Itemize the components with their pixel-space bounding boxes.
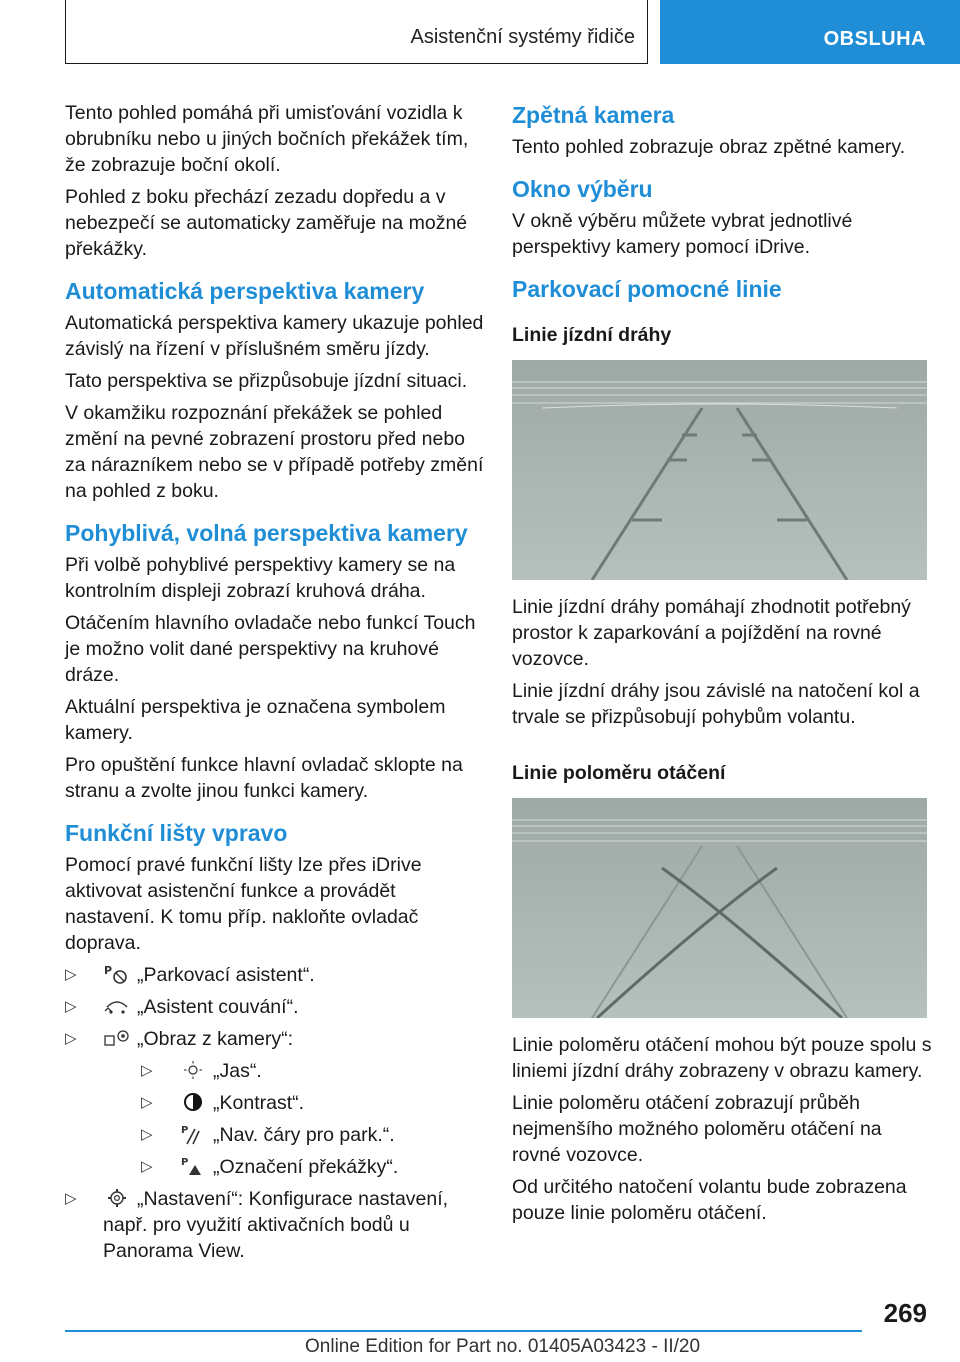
paragraph: Pohled z boku přechází zezadu dopředu a v nebezpečí se automaticky zaměřuje na možné překážky.: [65, 186, 468, 260]
brightness-icon: [179, 1059, 207, 1081]
paragraph: Automatická perspektiva kamery ukazuje pohled závislý na řízení v příslušném směru jízdy.: [65, 312, 484, 360]
gear-icon: [103, 1187, 131, 1209]
paragraph: Pomocí pravé funkční lišty lze přes iDrive aktivovat asistenční funkce a provádět nastavení. K tomu příp. nakloňte ovladač doprava.: [65, 854, 422, 954]
bullet: ▷: [141, 1062, 153, 1079]
heading-auto-perspective: Automatická perspektiva kamery: [65, 278, 425, 304]
turning-radius-image: [512, 798, 927, 1018]
bullet: ▷: [65, 1030, 77, 1047]
page-number: 269: [883, 1298, 927, 1328]
paragraph: Tato perspektiva se přizpůsobuje jízdní situaci.: [65, 370, 468, 392]
section-tab-label: OBSLUHA: [823, 28, 926, 50]
section-tab: [660, 0, 960, 64]
obstacle-marking-icon: [179, 1155, 207, 1177]
paragraph: Linie jízdní dráhy jsou závislé na natočení kol a trvale se přizpůsobují pohybům volantu.: [512, 680, 920, 728]
track-lines-image: [512, 360, 927, 580]
paragraph: Linie poloměru otáčení mohou být pouze spolu s liniemi jízdní dráhy zobrazeny v obrazu kamery.: [512, 1034, 932, 1082]
list-item: ▷ „Nastavení“: Konfigurace nastavení, např. pro využití aktivačních bodů u Panorama View.: [65, 1188, 449, 1262]
paragraph: Aktuální perspektiva je označena symbolem kamery.: [65, 696, 446, 744]
bullet: ▷: [65, 1190, 77, 1207]
header-box: [65, 0, 648, 64]
bullet: ▷: [141, 1158, 153, 1175]
list-item: ▷ P „Parkovací asistent“.: [65, 964, 315, 986]
bullet: ▷: [141, 1126, 153, 1143]
bullet: ▷: [141, 1094, 153, 1111]
subheading-turning-radius-lines: Linie poloměru otáčení: [512, 762, 726, 784]
list-item: ▷ P „Označení překážky“.: [141, 1156, 399, 1178]
paragraph: V okně výběru můžete vybrat jednotlivé perspektivy kamery pomocí iDrive.: [512, 210, 853, 258]
paragraph: V okamžiku rozpoznání překážek se pohled změní na pevné zobrazení prostoru před nebo za nárazníkem nebo se v případě potřeby změní na pohled z boku.: [65, 402, 484, 502]
paragraph: Při volbě pohyblivé perspektivy kamery se na kontrolním displeji zobrazí kruhová dráha.: [65, 554, 456, 602]
paragraph: Otáčením hlavního ovladače nebo funkcí Touch je možno volit dané perspektivy na kruhové dráze.: [65, 612, 476, 686]
heading-selection-window: Okno výběru: [512, 176, 653, 202]
camera-settings-icon: [103, 1027, 131, 1049]
right-column: [512, 100, 932, 1232]
heading-function-bars: Funkční lišty vpravo: [65, 820, 288, 846]
left-column: [65, 100, 485, 1270]
contrast-icon: [179, 1091, 207, 1113]
reverse-assist-icon: [103, 995, 131, 1017]
section-title: Asistenční systémy řidiče: [410, 26, 635, 48]
park-assist-icon: [103, 963, 131, 985]
list-item: ▷ „Kontrast“.: [141, 1092, 305, 1114]
list-item: ▷ P „Nav. čáry pro park.“.: [141, 1124, 395, 1146]
bullet: ▷: [65, 966, 77, 983]
paragraph: Tento pohled pomáhá při umisťování vozidla k obrubníku nebo u jiných bočních překážek tím, že zobrazuje boční okolí.: [65, 102, 469, 176]
list-item: ▷ „Jas“.: [141, 1060, 262, 1082]
heading-free-perspective: Pohyblivá, volná perspektiva kamery: [65, 520, 468, 546]
svg-text:P: P: [181, 1125, 189, 1136]
bullet: ▷: [65, 998, 77, 1015]
paragraph: Pro opuštění funkce hlavní ovladač sklopte na stranu a zvolte jinou funkci kamery.: [65, 754, 463, 802]
camera-sub-list: [103, 1058, 485, 1180]
subheading-track-lines: Linie jízdní dráhy: [512, 324, 672, 346]
footer-edition: Online Edition for Part no. 01405A03423 - II/20: [305, 1336, 701, 1357]
paragraph: Linie poloměru otáčení zobrazují průběh nejmenšího možného poloměru otáčení na rovné vozovce.: [512, 1092, 882, 1166]
heading-parking-lines: Parkovací pomocné linie: [512, 276, 782, 302]
list-item: ▷ „Asistent couvání“.: [65, 996, 299, 1018]
function-list: [65, 962, 485, 1264]
parking-lines-icon: [179, 1123, 207, 1145]
list-item: ▷ „Obraz z kamery“: ▷ „Jas“. ▷ „Kontrast“. ▷ P „Nav. čáry pro park.“. ▷ P „Označení překážky“.: [65, 1026, 485, 1180]
paragraph: Tento pohled zobrazuje obraz zpětné kamery.: [512, 136, 906, 158]
paragraph: Linie jízdní dráhy pomáhají zhodnotit potřebný prostor k zaparkování a pojíždění na rovné vozovce.: [512, 596, 911, 670]
paragraph: Od určitého natočení volantu bude zobrazena pouze linie poloměru otáčení.: [512, 1176, 907, 1224]
footer-divider: [65, 1330, 862, 1332]
svg-text:P: P: [104, 964, 113, 977]
heading-rear-camera: Zpětná kamera: [512, 102, 675, 128]
svg-text:P: P: [181, 1157, 189, 1168]
